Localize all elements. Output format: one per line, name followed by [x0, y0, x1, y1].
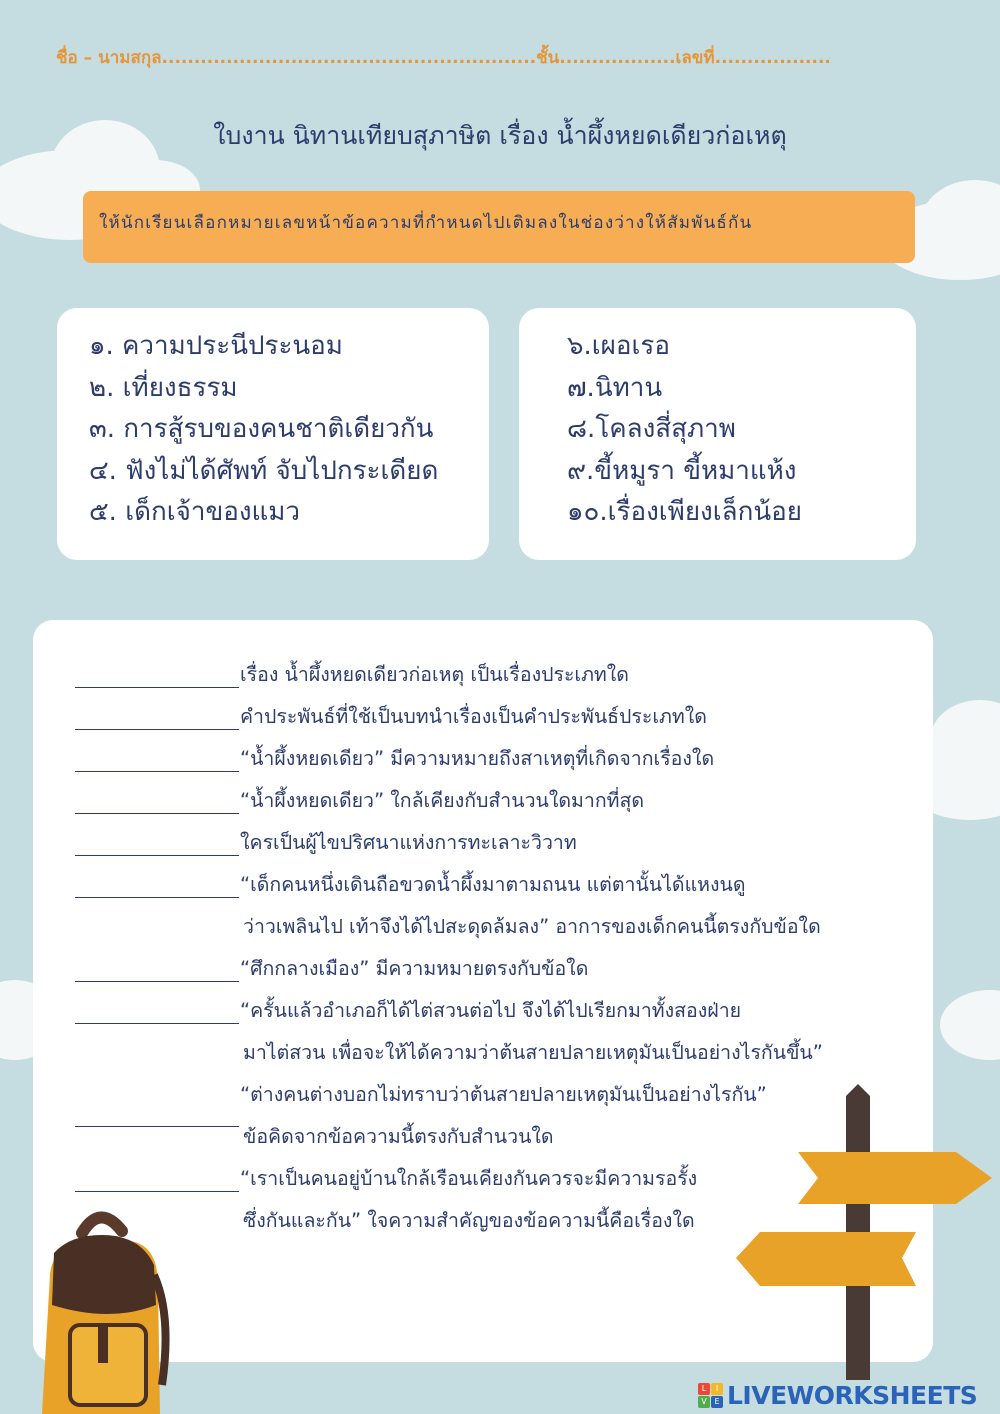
- answer-blank[interactable]: [75, 813, 239, 814]
- class-label: ชั้น: [536, 48, 560, 68]
- answer-blank[interactable]: [75, 897, 239, 898]
- question-row: [75, 784, 935, 826]
- choice-list-right: [567, 326, 802, 534]
- question-row: [75, 826, 935, 868]
- choice-item: ๑๐.เรื่องเพียงเล็กน้อย: [567, 497, 802, 527]
- choices-panel-right: [519, 308, 916, 560]
- signpost-illustration: [730, 1080, 1000, 1380]
- number-field[interactable]: ..................: [714, 48, 831, 68]
- choices-panel-left: [57, 308, 489, 560]
- logo-tile: L: [698, 1383, 710, 1395]
- question-text-continued: มาไต่สวน เพื่อจะให้ได้ความว่าต้นสายปลายเหตุมันเป็นอย่างไรกันขึ้น”: [243, 1041, 823, 1064]
- backpack-illustration: [30, 1205, 170, 1414]
- question-text-continued: ซึ่งกันและกัน” ใจความสำคัญของข้อความนี้คือเรื่องใด: [243, 1209, 695, 1232]
- question-row: [75, 994, 935, 1036]
- worksheet-title: ใบงาน นิทานเทียบสุภาษิต เรื่อง น้ำผึ้งหยดเดียวก่อเหตุ: [213, 121, 787, 150]
- answer-blank[interactable]: [75, 855, 239, 856]
- choice-item: ๙.ขี้หมูรา ขี้หมาแห้ง: [567, 455, 797, 486]
- question-row: [75, 658, 935, 700]
- question-text: ใครเป็นผู้ไขปริศนาแห่งการทะเลาะวิวาท: [240, 831, 577, 854]
- cloud-decoration: [940, 990, 1000, 1060]
- answer-blank[interactable]: [75, 1023, 239, 1024]
- choice-item: ๑. ความประนีประนอม: [89, 331, 343, 361]
- answer-blank[interactable]: [75, 981, 239, 982]
- question-text-continued: ข้อคิดจากข้อความนี้ตรงกับสำนวนใด: [243, 1125, 554, 1148]
- question-text: คำประพันธ์ที่ใช้เป็นบทนำเรื่องเป็นคำประพันธ์ประเภทใด: [240, 705, 707, 728]
- question-row: [75, 700, 935, 742]
- question-text: “น้ำผึ้งหยดเดียว” ใกล้เคียงกับสำนวนใดมากที่สุด: [240, 789, 645, 812]
- name-field[interactable]: ..........................................................: [161, 48, 537, 68]
- instruction-banner: [83, 191, 915, 263]
- logo-text: LIVEWORKSHEETS: [727, 1380, 978, 1410]
- choice-list-left: [89, 326, 438, 534]
- question-text: “น้ำผึ้งหยดเดียว” มีความหมายถึงสาเหตุที่เกิดจากเรื่องใด: [240, 747, 715, 770]
- name-label: ชื่อ – นามสกุล: [56, 48, 162, 68]
- question-text: “ครั้นแล้วอำเภอก็ได้ไต่สวนต่อไป จึงได้ไปเรียกมาทั้งสองฝ่าย: [240, 999, 742, 1022]
- choice-item: ๓. การสู้รบของคนชาติเดียวกัน: [89, 414, 434, 444]
- answer-blank[interactable]: [75, 687, 239, 688]
- question-text-continued: ว่าวเพลินไป เท้าจึงได้ไปสะดุดล้มลง” อาการของเด็กคนนี้ตรงกับข้อใด: [243, 915, 821, 938]
- student-info-line: [56, 44, 886, 71]
- question-text: “ศึกกลางเมือง” มีความหมายตรงกับข้อใด: [240, 957, 589, 980]
- answer-blank[interactable]: [75, 729, 239, 730]
- class-field[interactable]: ..................: [559, 48, 676, 68]
- logo-mark-icon: [698, 1383, 723, 1408]
- question-row-continued: [75, 910, 935, 952]
- question-text: “ต่างคนต่างบอกไม่ทราบว่าต้นสายปลายเหตุมันเป็นอย่างไรกัน”: [240, 1083, 767, 1106]
- question-row: [75, 868, 935, 910]
- choice-item: ๖.เผอเรอ: [567, 331, 670, 361]
- answer-blank[interactable]: [75, 1191, 239, 1192]
- instruction-text: ให้นักเรียนเลือกหมายเลขหน้าข้อความที่กำหนดไปเติมลงในช่องว่างให้สัมพันธ์กัน: [99, 213, 753, 233]
- question-text: “เราเป็นคนอยู่บ้านใกล้เรือนเคียงกันควรจะมีความรอรั้ง: [240, 1167, 698, 1190]
- logo-tile: E: [711, 1396, 723, 1408]
- choice-item: ๕. เด็กเจ้าของแมว: [89, 497, 301, 527]
- choice-item: ๒. เที่ยงธรรม: [89, 372, 238, 403]
- choice-item: ๗.นิทาน: [567, 372, 663, 403]
- logo-tile: V: [698, 1396, 710, 1408]
- choice-item: ๘.โคลงสี่สุภาพ: [567, 414, 736, 444]
- question-row: [75, 742, 935, 784]
- question-row-continued: [75, 1036, 935, 1078]
- answer-blank[interactable]: [75, 771, 239, 772]
- question-text: “เด็กคนหนึ่งเดินถือขวดน้ำผึ้งมาตามถนน แต่ตานั้นได้แหงนดู: [240, 873, 746, 896]
- liveworksheets-logo: [698, 1380, 977, 1410]
- question-text: เรื่อง น้ำผึ้งหยดเดียวก่อเหตุ เป็นเรื่องประเภทใด: [240, 663, 629, 686]
- choice-item: ๔. ฟังไม่ได้ศัพท์ จับไปกระเดียด: [89, 455, 439, 486]
- question-row: [75, 952, 935, 994]
- logo-tile: I: [711, 1383, 723, 1395]
- number-label: เลขที่: [675, 48, 715, 68]
